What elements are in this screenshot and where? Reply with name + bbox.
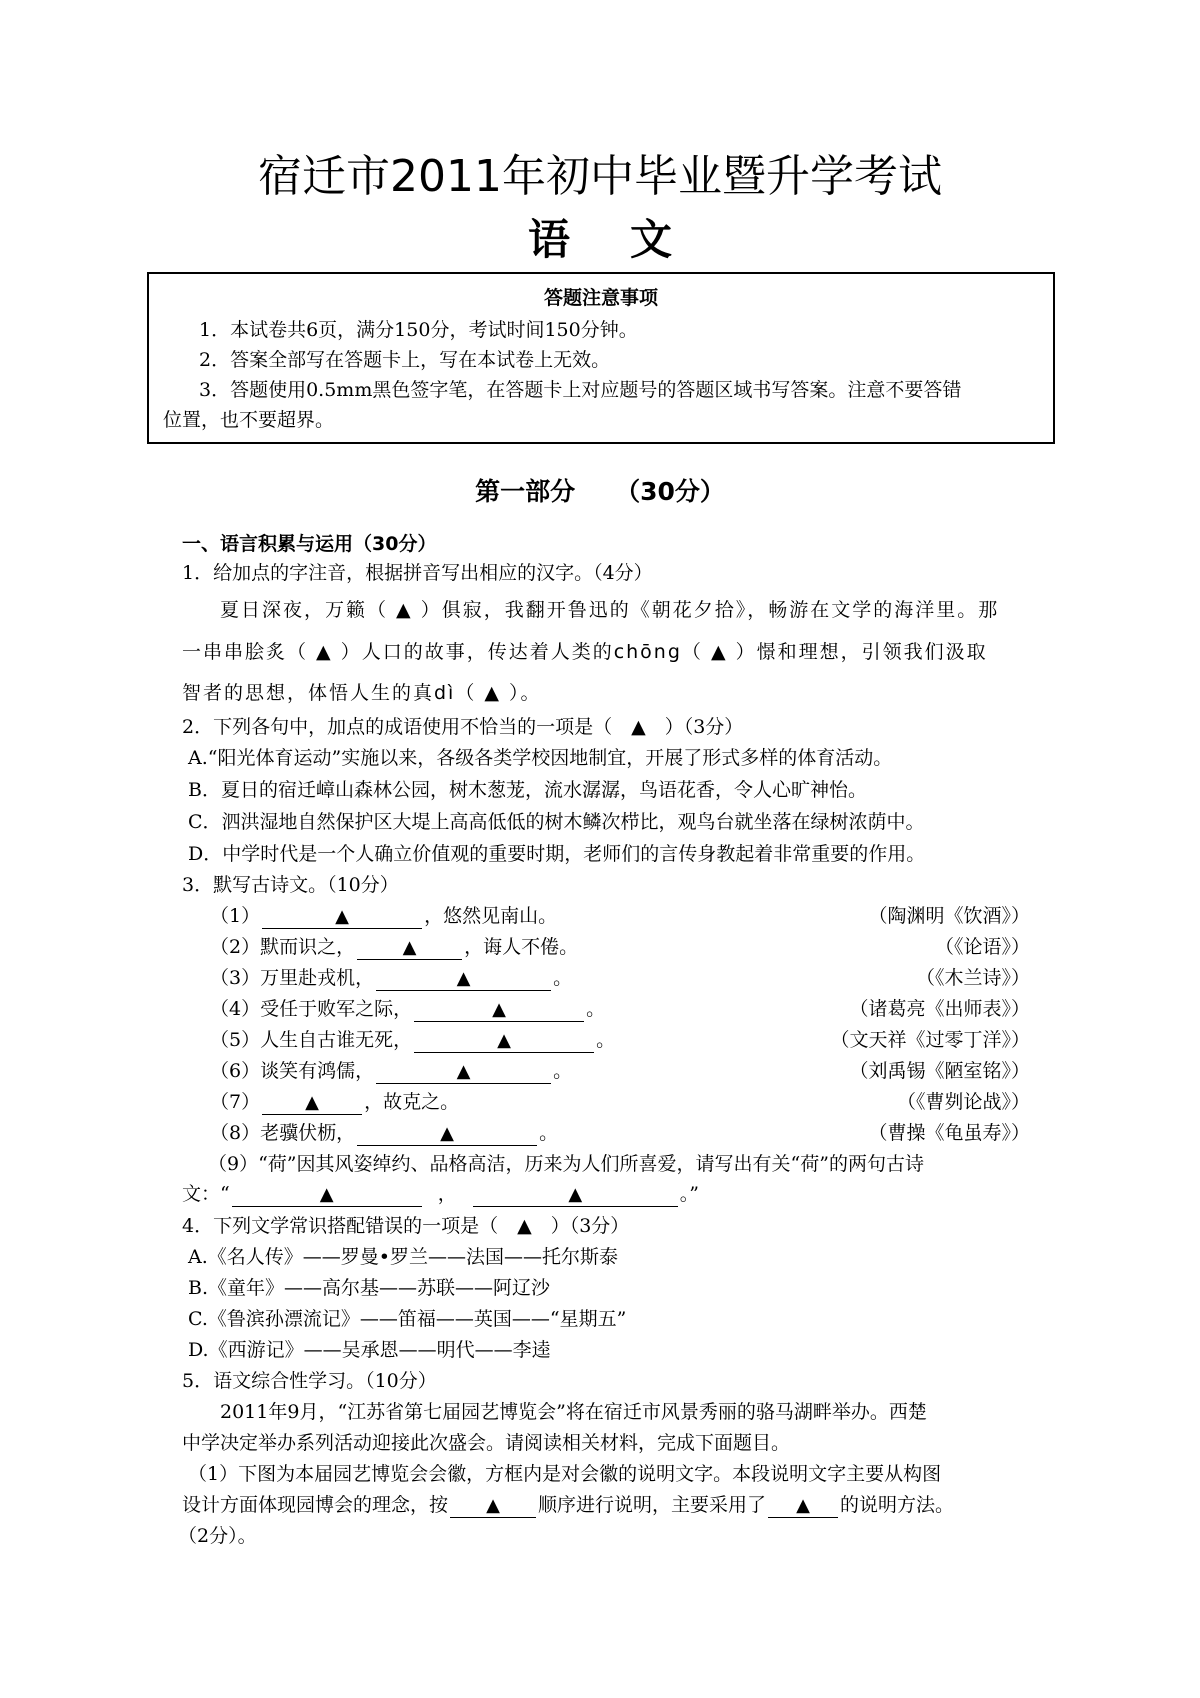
answer-blank[interactable] — [473, 1183, 678, 1207]
q5-sub1-suffix: 的说明方法。 — [840, 1494, 955, 1516]
q3-source-8: （曹操《龟虽寿》） — [868, 1122, 1030, 1144]
answer-blank[interactable] — [376, 1060, 551, 1084]
triangle-mark: ▲ — [492, 999, 507, 1020]
answer-blank[interactable] — [262, 1091, 362, 1115]
triangle-mark: ▲ — [319, 1184, 334, 1205]
q3-line-8-suffix: 。 — [539, 1122, 559, 1144]
part-heading: 一、语言积累与运用（30分） — [182, 533, 437, 555]
q2-option-c: C．泗洪湿地自然保护区大堤上高高低低的树木鳞次栉比，观鸟台就坐落在绿树浓荫中。 — [188, 811, 925, 833]
q5-paragraph-line-1: 2011年9月，“江苏省第七届园艺博览会”将在宿迁市风景秀丽的骆马湖畔举办。西楚 — [220, 1401, 927, 1423]
answer-blank[interactable] — [768, 1494, 838, 1518]
q3-line-6-prefix: （6）谈笑有鸿儒， — [210, 1060, 375, 1082]
answer-blank[interactable] — [376, 967, 551, 991]
answer-blank[interactable] — [232, 1183, 422, 1207]
q3-line-7-suffix: ，故克之。 — [364, 1091, 460, 1113]
q3-line-8-prefix: （8）老骥伏枥， — [210, 1122, 356, 1144]
q3-source-5: （文天祥《过零丁洋》） — [830, 1029, 1030, 1051]
section-score: （30分） — [615, 477, 725, 506]
q1-passage-line-2: 一串串脍炙（ ▲ ）人口的故事，传达着人类的chōng（ ▲ ）憬和理想，引领我们汲取 — [182, 641, 988, 663]
q3-line-8 — [210, 1119, 558, 1147]
q3-source-3: （《木兰诗》） — [915, 967, 1030, 989]
q5-stem: 5．语文综合性学习。（10分） — [182, 1370, 437, 1392]
q3-line-9-cont — [182, 1180, 699, 1208]
answer-blank[interactable] — [414, 998, 584, 1022]
section-heading — [0, 476, 1200, 508]
triangle-mark: ▲ — [456, 968, 471, 989]
q3-line-7-prefix: （7） — [210, 1091, 261, 1113]
q3-source-7: （《曹刿论战》） — [896, 1091, 1030, 1113]
q3-line-5-suffix: 。 — [596, 1029, 616, 1051]
notice-title: 答题注意事项 — [543, 287, 658, 309]
triangle-mark: ▲ — [456, 1061, 471, 1082]
answer-blank[interactable] — [262, 905, 422, 929]
triangle-mark: ▲ — [440, 1123, 455, 1144]
q3-source-1: （陶渊明《饮酒》） — [868, 905, 1030, 927]
q3-line-6 — [210, 1057, 572, 1085]
q5-sub1-score: （2分）。 — [178, 1525, 257, 1547]
answer-blank[interactable] — [414, 1029, 594, 1053]
q3-line-3-prefix: （3）万里赴戎机， — [210, 967, 375, 989]
q3-line-9-prefix: 文：“ — [182, 1183, 230, 1205]
q3-line-5-prefix: （5）人生自古谁无死， — [210, 1029, 413, 1051]
q1-passage-line-3: 智者的思想，体悟人生的真dì（ ▲ ）。 — [182, 682, 542, 704]
triangle-mark: ▲ — [335, 906, 350, 927]
q3-line-3-suffix: 。 — [553, 967, 573, 989]
q3-line-4-suffix: 。 — [586, 998, 606, 1020]
triangle-mark: ▲ — [497, 1030, 512, 1051]
q3-source-6: （刘禹锡《陋室铭》） — [849, 1060, 1030, 1082]
q2-stem: 2．下列各句中，加点的成语使用不恰当的一项是（ ▲ ）（3分） — [182, 716, 744, 738]
q2-option-b: B．夏日的宿迁嶂山森林公园，树木葱茏，流水潺潺，鸟语花香，令人心旷神怡。 — [188, 779, 867, 801]
answer-blank[interactable] — [450, 1494, 536, 1518]
q3-line-9-suffix: 。” — [679, 1183, 699, 1205]
q3-stem: 3．默写古诗文。（10分） — [182, 874, 399, 896]
triangle-mark: ▲ — [305, 1092, 320, 1113]
q5-sub1-prefix: 设计方面体现园博会的理念，按 — [182, 1494, 449, 1516]
triangle-mark: ▲ — [402, 937, 417, 958]
q5-paragraph-line-2: 中学决定举办系列活动迎接此次盛会。请阅读相关材料，完成下面题目。 — [182, 1432, 791, 1454]
q4-option-b: B.《童年》——高尔基——苏联——阿辽沙 — [188, 1277, 551, 1299]
triangle-mark: ▲ — [568, 1184, 583, 1205]
q3-line-4-prefix: （4）受任于败军之际， — [210, 998, 413, 1020]
q3-line-6-suffix: 。 — [553, 1060, 573, 1082]
q3-line-7 — [210, 1088, 459, 1116]
q2-option-d: D．中学时代是一个人确立价值观的重要时期，老师们的言传身教起着非常重要的作用。 — [188, 843, 926, 865]
notice-item-3: 3．答题使用0.5mm黑色签字笔，在答题卡上对应题号的答题区域书写答案。注意不要答错 — [199, 379, 962, 401]
notice-item-2: 2．答案全部写在答题卡上，写在本试卷上无效。 — [199, 349, 611, 371]
q5-sub1-middle: 顺序进行说明，主要采用了 — [538, 1494, 767, 1516]
q2-option-a: A.“阳光体育运动”实施以来，各级各类学校因地制宜，开展了形式多样的体育活动。 — [188, 747, 893, 769]
section-part: 第一部分 — [475, 477, 576, 506]
q3-line-1 — [210, 902, 557, 930]
triangle-mark: ▲ — [796, 1495, 810, 1516]
q3-line-3 — [210, 964, 572, 992]
q3-line-2 — [210, 933, 578, 961]
q5-sub1-line-2 — [182, 1491, 954, 1519]
exam-title: 宿迁市2011年初中毕业暨升学考试 — [258, 151, 942, 202]
subject-title: 语文 — [527, 215, 732, 264]
notice-item-3-cont: 位置，也不要超界。 — [163, 409, 335, 431]
q3-line-5 — [210, 1026, 615, 1054]
notice-box — [147, 272, 1055, 444]
q3-source-2: （《论语》） — [934, 936, 1030, 958]
triangle-mark: ▲ — [486, 1495, 500, 1516]
answer-blank[interactable] — [357, 1122, 537, 1146]
q1-passage-line-1: 夏日深夜，万籁（ ▲ ）俱寂，我翻开鲁迅的《朝花夕拾》，畅游在文学的海洋里。那 — [220, 599, 1000, 621]
q3-line-9-comma: ， — [437, 1183, 457, 1205]
q4-option-c: C.《鲁滨孙漂流记》——笛福——英国——“星期五” — [188, 1308, 627, 1330]
q3-line-2-prefix: （2）默而识之， — [210, 936, 356, 958]
q3-line-1-prefix: （1） — [210, 905, 261, 927]
answer-blank[interactable] — [357, 936, 462, 960]
q3-line-2-suffix: ，诲人不倦。 — [464, 936, 579, 958]
q3-line-4 — [210, 995, 605, 1023]
q4-option-d: D.《西游记》——吴承恩——明代——李逵 — [188, 1339, 551, 1361]
q3-line-9: （9）“荷”因其风姿绰约、品格高洁，历来为人们所喜爱，请写出有关“荷”的两句古诗 — [208, 1153, 924, 1175]
notice-item-1: 1．本试卷共6页，满分150分，考试时间150分钟。 — [199, 319, 638, 341]
q1-stem: 1．给加点的字注音，根据拼音写出相应的汉字。（4分） — [182, 562, 653, 584]
q3-source-4: （诸葛亮《出师表》） — [849, 998, 1030, 1020]
q5-sub1-line-1: （1）下图为本届园艺博览会会徽，方框内是对会徽的说明文字。本段说明文字主要从构图 — [188, 1463, 942, 1485]
q4-option-a: A.《名人传》——罗曼•罗兰——法国——托尔斯泰 — [188, 1246, 618, 1268]
q4-stem: 4．下列文学常识搭配错误的一项是（ ▲ ）（3分） — [182, 1215, 630, 1237]
q3-line-1-suffix: ，悠然见南山。 — [424, 905, 558, 927]
